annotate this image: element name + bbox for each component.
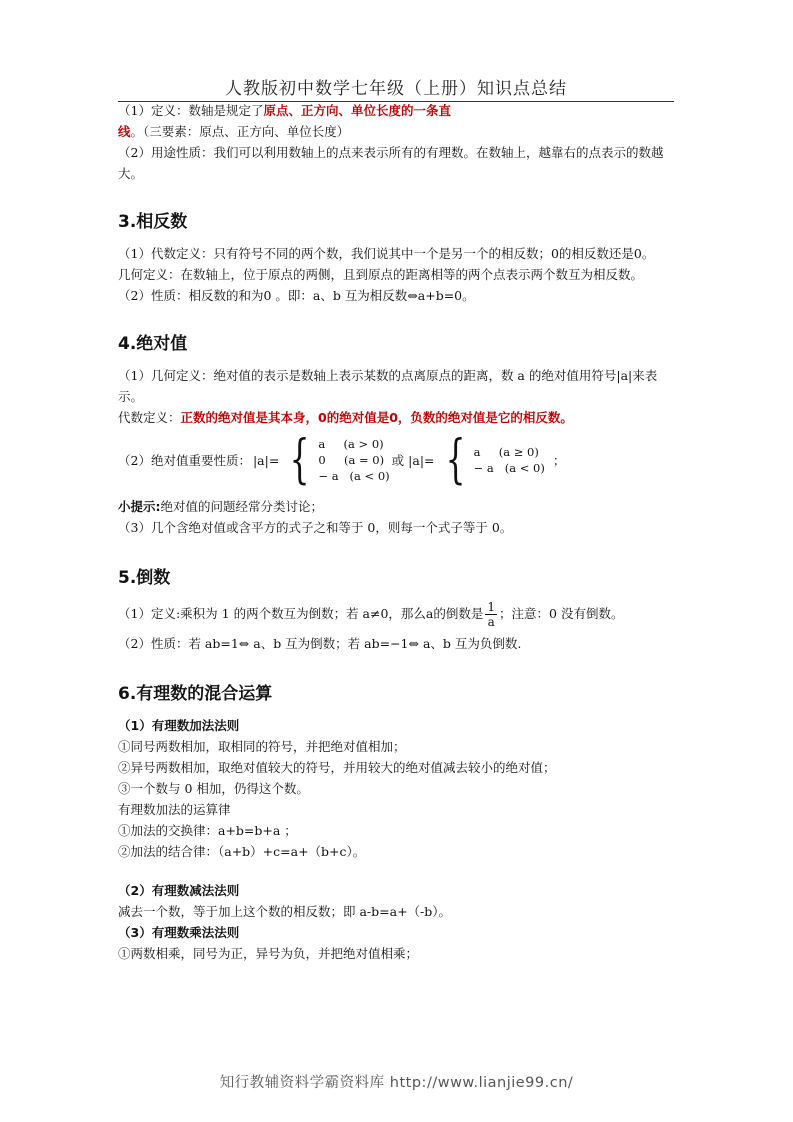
tip-line: [118, 496, 678, 517]
text: （1）定义：数轴是规定了: [118, 103, 264, 118]
section-title-mixed-ops: 6.有理数的混合运算: [118, 684, 273, 704]
subsection-multiplication: （3）有理数乘法法则: [118, 925, 240, 940]
numerator: 1: [487, 600, 496, 614]
tip-label: 小提示:: [118, 499, 161, 514]
text: 代数定义：: [118, 410, 181, 425]
abs-a: |a|=: [252, 452, 280, 468]
list-item: 减去一个数，等于加上这个数的相反数；即 a-b=a+（-b）。: [118, 904, 452, 919]
formula-label: （2）绝对值重要性质：: [118, 452, 251, 468]
denominator: a: [487, 615, 495, 629]
case-line: − a (a < 0): [473, 461, 545, 475]
text: 。（三要素：原点、正方向、单位长度）: [130, 124, 350, 139]
absolute-property-formula: [118, 430, 678, 490]
text: ；注意：0 没有倒数。: [499, 606, 624, 621]
case-line: a (a > 0): [318, 437, 384, 451]
left-brace: {: [445, 430, 465, 490]
case-line: 0 (a = 0): [318, 453, 385, 467]
text: （1）定义:乘积为 1 的两个数互为倒数；若 a≠0，那么a的倒数是: [118, 606, 484, 621]
document-body: [118, 100, 678, 964]
subsection-addition: （1）有理数加法法则: [118, 718, 240, 733]
list-item: ③一个数与 0 相加，仍得这个数。: [118, 781, 309, 796]
list-item: ①加法的交换律：a+b=b+a ；: [118, 823, 297, 838]
list-item: ②加法的结合律：（a+b）+c=a+（b+c）。: [118, 844, 366, 859]
absolute-geometric-def: （1）几何定义：绝对值的表示是数轴上表示某数的点离原点的距离，数 a 的绝对值用符号|a|来表示。: [118, 368, 658, 404]
section-title-opposite: 3.相反数: [118, 212, 188, 232]
absolute-algebraic-def: [118, 407, 678, 428]
list-item: ①同号两数相加，取相同的符号，并把绝对值相加；: [118, 739, 406, 754]
highlight-text: 原点、正方向、单位长度的一条直线: [118, 103, 451, 139]
or-text: 或: [391, 452, 405, 468]
opposite-property: （2）性质：相反数的和为0 。即：a、b 互为相反数⇔a+b=0。: [118, 288, 475, 303]
case-line: a (a ≥ 0): [473, 445, 539, 459]
case-line: − a (a < 0): [318, 469, 390, 483]
opposite-geometric-def: 几何定义：在数轴上，位于原点的两侧，且到原点的距离相等的两个点表示两个数互为相反数。: [118, 267, 644, 282]
list-item: 有理数加法的运算律: [118, 802, 231, 817]
reciprocal-definition: [118, 599, 678, 629]
subsection-subtraction: （2）有理数减法法则: [118, 883, 240, 898]
cases-two: [474, 444, 545, 476]
section-title-absolute: 4.绝对值: [118, 334, 188, 354]
opposite-algebraic-def: （1）代数定义：只有符号不同的两个数，我们说其中一个是另一个的相反数；0的相反数还是0。: [118, 246, 655, 261]
number-line-definition: [118, 100, 678, 142]
number-line-property: （2）用途性质：我们可以利用数轴上的点来表示所有的有理数。在数轴上，越靠右的点表示的数越大。: [118, 145, 664, 181]
abs-a: |a|=: [408, 452, 435, 468]
list-item: ①两数相乘，同号为正，异号为负，并把绝对值相乘；: [118, 946, 419, 961]
tip-text: 绝对值的问题经常分类讨论；: [160, 499, 324, 514]
reciprocal-property: （2）性质：若 ab=1⇔ a、b 互为倒数；若 ab=−1⇔ a、b 互为负倒数.: [118, 636, 522, 651]
highlight-text: 正数的绝对值是其本身，0的绝对值是0，负数的绝对值是它的相反数。: [180, 410, 573, 425]
list-item: ②异号两数相加，取绝对值较大的符号，并用较大的绝对值减去较小的绝对值；: [118, 760, 556, 775]
absolute-sum-zero: （3）几个含绝对值或含平方的式子之和等于 0，则每一个式子等于 0。: [118, 520, 513, 535]
footer-watermark: 知行教辅资料学霸资料库 http://www.lianjie99.cn/: [219, 1075, 574, 1091]
semicolon: ；: [552, 452, 566, 468]
fraction: [485, 600, 497, 629]
page-header-title: 人教版初中数学七年级（上册）知识点总结: [118, 74, 674, 102]
cases-three: [318, 436, 389, 484]
section-title-reciprocal: 5.倒数: [118, 568, 171, 588]
left-brace: {: [289, 430, 310, 490]
